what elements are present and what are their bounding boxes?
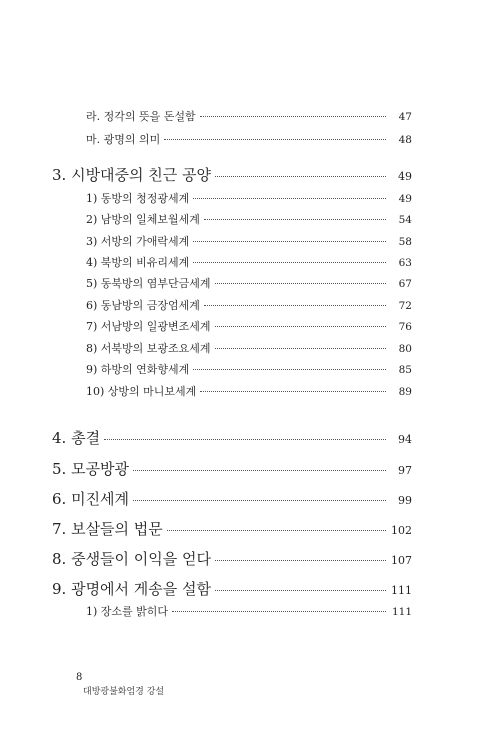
toc-entry[interactable] (86, 211, 412, 227)
toc-section[interactable] (52, 164, 412, 185)
toc-section-page: 102 (391, 524, 412, 537)
toc-entry[interactable] (86, 297, 412, 313)
dot-leader (193, 198, 386, 199)
toc-entry[interactable] (86, 108, 412, 124)
dot-leader (215, 590, 386, 591)
toc-entry-label: 5) 동북방의 염부단금세계 (86, 277, 211, 290)
dot-leader (200, 391, 386, 392)
toc-entry-page: 72 (398, 300, 412, 312)
dot-leader (193, 262, 386, 263)
dot-leader (167, 530, 386, 531)
toc-section-page: 107 (391, 554, 412, 567)
toc-section[interactable] (52, 518, 412, 539)
toc-entry-page: 49 (398, 193, 412, 205)
toc-section-label: 8. 중생들이 이익을 얻다 (52, 550, 212, 568)
running-footer-title: 대방광불화엄경 강설 (83, 687, 165, 697)
toc-entry-page: 48 (398, 134, 412, 146)
toc-entry[interactable] (86, 275, 412, 291)
dot-leader (104, 439, 386, 440)
toc-entry-page: 89 (398, 386, 412, 398)
toc-entry[interactable] (86, 361, 412, 377)
toc-entry-page: 80 (398, 343, 412, 355)
toc-entry[interactable] (86, 190, 412, 206)
dot-leader (193, 241, 386, 242)
dot-leader (133, 470, 386, 471)
toc-section-page: 49 (398, 170, 412, 183)
toc-entry-label: 6) 동남방의 금장엄세계 (86, 299, 200, 312)
toc-section-page: 99 (398, 494, 412, 507)
toc-entry-label: 9) 하방의 연화향세계 (86, 363, 190, 376)
toc-section[interactable] (52, 427, 412, 448)
toc-entry-page: 85 (398, 364, 412, 376)
dot-leader (193, 369, 386, 370)
dot-leader (164, 139, 386, 140)
toc-entry-page: 54 (398, 214, 412, 226)
toc-entry[interactable] (86, 254, 412, 270)
toc-section-label: 3. 시방대중의 친근 공양 (52, 166, 212, 184)
toc-section[interactable] (52, 458, 412, 479)
dot-leader (204, 305, 386, 306)
dot-leader (215, 283, 386, 284)
toc-section-page: 97 (398, 464, 412, 477)
dot-leader (172, 611, 386, 612)
toc-section-page: 94 (398, 433, 412, 446)
dot-leader (215, 560, 386, 561)
toc-entry[interactable] (86, 131, 412, 147)
toc-entry[interactable] (86, 603, 412, 619)
toc-section[interactable] (52, 488, 412, 509)
toc-entry-label: 3) 서방의 가애락세계 (86, 235, 190, 248)
dot-leader (215, 326, 386, 327)
toc-entry-label: 10) 상방의 마니보세계 (86, 385, 197, 398)
toc-entry-page: 58 (398, 236, 412, 248)
dot-leader (204, 219, 386, 220)
toc-entry-label: 마. 광명의 의미 (86, 133, 161, 146)
dot-leader (133, 500, 386, 501)
toc-entry-label: 1) 동방의 청정광세계 (86, 192, 190, 205)
toc-entry-label: 4) 북방의 비유리세계 (86, 256, 190, 269)
toc-entry-page: 111 (391, 606, 412, 618)
toc-section[interactable] (52, 578, 412, 599)
toc-entry-label: 라. 정각의 뜻을 돈설함 (86, 110, 196, 123)
toc-entry-page: 63 (398, 257, 412, 269)
dot-leader (200, 116, 386, 117)
toc-section-label: 4. 총결 (52, 429, 101, 447)
toc-entry-page: 76 (398, 321, 412, 333)
toc-entry-label: 8) 서북방의 보광조요세계 (86, 342, 211, 355)
toc-entry-label: 1) 장소를 밝히다 (86, 605, 169, 618)
toc-entry[interactable] (86, 340, 412, 356)
toc-entry[interactable] (86, 318, 412, 334)
dot-leader (215, 176, 386, 177)
toc-section-label: 6. 미진세계 (52, 490, 130, 508)
page-number: 8 (76, 672, 83, 683)
toc-entry-label: 7) 서남방의 일광변조세계 (86, 320, 211, 333)
toc-entry-page: 67 (398, 278, 412, 290)
toc-entry-page: 47 (398, 111, 412, 123)
toc-entry[interactable] (86, 233, 412, 249)
toc-entry[interactable] (86, 383, 412, 399)
toc-section[interactable] (52, 548, 412, 569)
toc-section-label: 5. 모공방광 (52, 460, 130, 478)
toc-section-label: 7. 보살들의 법문 (52, 520, 163, 538)
dot-leader (215, 348, 386, 349)
toc-section-label: 9. 광명에서 게송을 설함 (52, 580, 212, 598)
toc-entry-label: 2) 남방의 일체보월세계 (86, 213, 200, 226)
toc-section-page: 111 (391, 584, 412, 597)
